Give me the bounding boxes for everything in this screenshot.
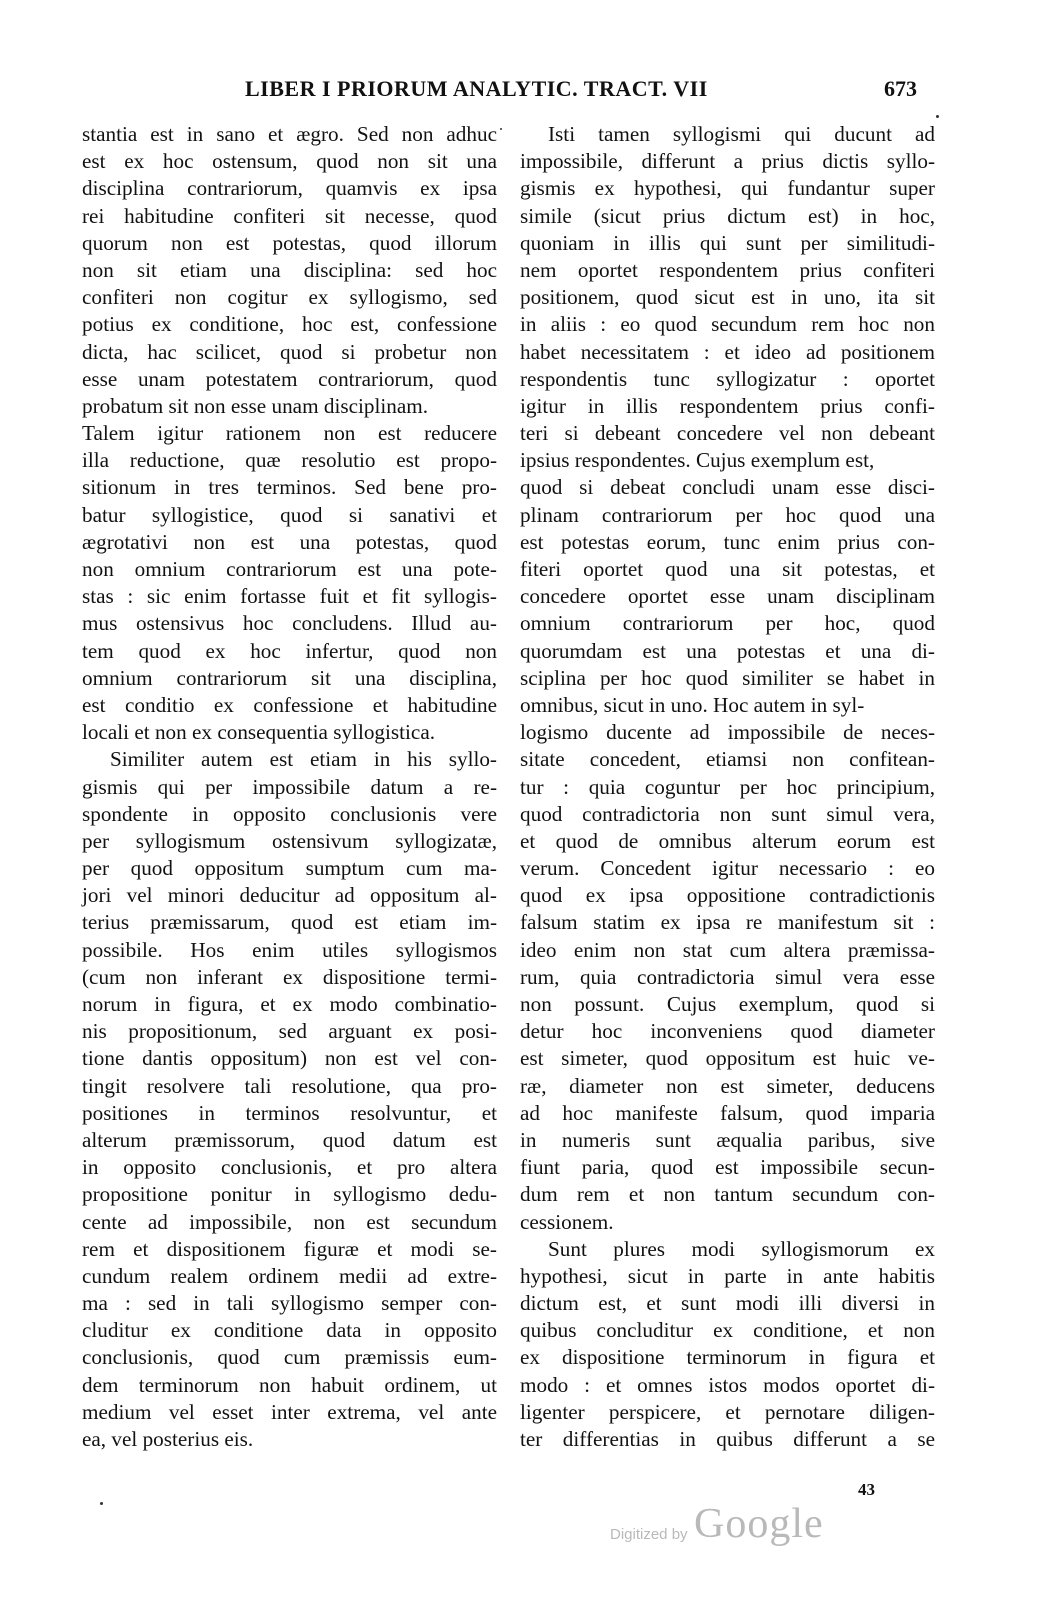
text-line: modo : et omnes istos modos oportet di- [520,1372,935,1397]
text-line: conclusionis, quod cum præmissis eum- [82,1345,497,1370]
text-line: falsum statim ex ipsa re manifestum sit : [520,910,935,935]
text-line: per quod oppositum sumptum cum ma- [82,856,497,881]
text-line: confiteri non cogitur ex syllogismo, sed [82,285,497,310]
text-line: sitionum in tres terminos. Sed bene pro- [82,475,497,500]
text-line: plinam contrariorum per hoc quod una [520,502,935,527]
text-line: in numeris sunt æqualia paribus, sive [520,1127,935,1152]
text-line: potius ex conditione, hoc est, confessione [82,312,497,337]
text-line: esse unam potestatem contrariorum, quod [82,366,497,391]
text-line: verum. Concedent igitur necessario : eo [520,856,935,881]
text-line: positionem, quod sicut est in uno, ita sit [520,285,935,310]
text-line: quod contradictoria non sunt simul vera, [520,801,935,826]
watermark-logo: Google [694,1501,824,1547]
text-line: quorumdam est una potestas et una di- [520,638,935,663]
text-line: spondente in opposito conclusionis vere [82,801,497,826]
text-line: logismo ducente ad impossibile de neces- [520,720,935,745]
text-line: est conditio ex confessione et habitudine [82,692,497,717]
text-line: illa reductione, quæ resolutio est propo- [82,448,497,473]
text-line: omnibus, sicut in uno. Hoc autem in syl- [520,692,865,717]
text-line: tur : quia coguntur per hoc principium, [520,774,935,799]
text-line: per syllogismum ostensivum syllogizatæ, [82,828,497,853]
text-line: non possunt. Cujus exemplum, quod si [520,992,935,1016]
text-line: (cum non inferant ex dispositione termi- [82,964,497,989]
text-line: cente ad impossibile, non est secundum [82,1209,497,1234]
text-line: quorum non est potestas, quod illorum [82,230,497,255]
text-line: sciplina per hoc quod similiter se habet in [520,665,935,690]
text-line: norum in figura, et ex modo combinatio- [82,992,497,1016]
text-line: non omnium contrariorum est una pote- [82,557,497,581]
text-line: cessionem. [520,1209,614,1234]
text-line: ligenter perspicere, et pernotare diligen- [520,1399,935,1424]
text-line: rem et dispositionem figuræ et modi se- [82,1236,497,1261]
text-line: respondentis tunc syllogizatur : oportet [520,366,935,391]
text-line: quoniam in illis qui sunt per similitudi- [520,230,935,255]
text-line: tingit resolvere tali resolutione, qua pro- [82,1073,497,1098]
text-line: nem oportet respondentem prius confiteri [520,257,935,282]
text-line: in aliis : eo quod secundum rem hoc non [520,312,935,337]
text-line: stas : sic enim fortasse fuit et fit syllogis- [82,584,497,609]
text-line: cundum realem ordinem medii ad extre- [82,1263,497,1288]
text-line: medium vel esset inter extrema, vel ante [82,1399,497,1424]
text-line: et quod de omnibus alterum eorum est [520,828,935,853]
text-line: non sit etiam una disciplina: sed hoc [82,257,497,282]
text-line: disciplina contrariorum, quamvis ex ipsa [82,176,497,201]
text-line: quod ex ipsa oppositione contradictionis [520,883,935,908]
text-line: impossibile, differunt a prius dictis syllo- [520,149,935,174]
text-line: dum rem et non tantum secundum con- [520,1182,935,1207]
text-line: ter differentias in quibus differunt a se [520,1427,935,1451]
text-line: Sunt plures modi syllogismorum ex [548,1236,935,1261]
text-line: est ex hoc ostensum, quod non sit una [82,149,497,174]
ink-speck [100,1502,103,1505]
text-line: ex dispositione terminorum in figura et [520,1345,935,1370]
text-line: stantia est in sano et ægro. Sed non adhuc [82,122,497,146]
text-line: sitate concedent, etiamsi non confitean- [520,747,935,772]
text-line: fiteri oportet quod una sit potestas, et [520,557,935,581]
text-line: ræ, diameter non est simeter, deducens [520,1073,935,1098]
text-line: est potestas eorum, tunc enim prius con- [520,529,935,554]
text-line: ipsius respondentes. Cujus exemplum est, [520,448,875,473]
page-number: 673 [884,76,917,101]
text-line: gismis qui per impossibile datum a re- [82,774,497,799]
text-line: positiones in terminos resolvuntur, et [82,1100,497,1125]
text-line: igitur in illis respondentem prius confi- [520,393,935,418]
text-line: propositione ponitur in syllogismo dedu- [82,1182,497,1207]
text-line: dem terminorum non habuit ordinem, ut [82,1372,497,1397]
text-line: gismis ex hypothesi, qui fundantur super [520,176,935,201]
text-line: batur syllogistice, quod si sanativi et [82,502,497,527]
text-line: ea, vel posterius eis. [82,1427,254,1451]
text-line: hypothesi, sicut in parte in ante habitis [520,1263,935,1288]
signature-mark: 43 [858,1480,875,1499]
running-header [0,76,1056,106]
text-line: probatum sit non esse unam disciplinam. [82,393,429,418]
text-line: Talem igitur rationem non est reducere [82,421,497,446]
text-line: locali et non ex consequentia syllogistica. [82,720,436,745]
running-title: LIBER I PRIORUM ANALYTIC. TRACT. VII [245,76,708,101]
text-line: tione dantis oppositum) non est vel con- [82,1046,497,1071]
text-line: omnium contrariorum sit una disciplina, [82,665,497,690]
text-line: rei habitudine confiteri sit necesse, quod [82,203,497,228]
text-line: jori vel minori deducitur ad oppositum al- [82,883,497,908]
right-column [520,121,935,1453]
text-line: Isti tamen syllogismi qui ducunt ad [548,122,935,146]
text-line: simile (sicut prius dictum est) in hoc, [520,203,935,228]
text-line: nis propositionum, sed arguant ex posi- [82,1019,497,1044]
text-line: concedere oportet esse unam disciplinam [520,584,935,609]
text-line: quod si debeat concludi unam esse disci- [520,475,935,500]
text-line: omnium contrariorum per hoc, quod [520,611,935,636]
text-line: quibus concluditur ex conditione, et non [520,1318,935,1343]
text-line: ad hoc manifeste falsum, quod imparia [520,1100,935,1125]
text-line: rum, quia contradictoria simul vera esse [520,964,935,989]
ink-speck [500,128,502,130]
text-line: teri si debeant concedere vel non debeant [520,421,935,446]
text-line: tem quod ex hoc infertur, quod non [82,638,497,663]
text-line: habet necessitatem : et ideo ad positionem [520,339,935,364]
ink-speck [936,115,939,118]
text-line: ma : sed in tali syllogismo semper con- [82,1291,497,1316]
left-column [82,121,497,1453]
text-line: in opposito conclusionis, et pro altera [82,1155,497,1180]
text-line: ægrotativi non est una potestas, quod [82,529,497,554]
text-line: possibile. Hos enim utiles syllogismos [82,937,497,962]
watermark-prefix: Digitized by [610,1526,688,1543]
text-line: dicta, hac scilicet, quod si probetur non [82,339,497,364]
text-line: Similiter autem est etiam in his syllo- [110,747,497,772]
text-line: dictum est, et sunt modi illi diversi in [520,1291,935,1316]
text-line: detur hoc inconveniens quod diameter [520,1019,935,1044]
text-line: terius præmissarum, quod est etiam im- [82,910,497,935]
text-line: fiunt paria, quod est impossibile secun- [520,1155,935,1180]
text-line: mus ostensivus hoc concludens. Illud au- [82,611,497,636]
text-line: cluditur ex conditione data in opposito [82,1318,497,1343]
google-watermark [610,1500,870,1550]
text-line: ideo enim non stat cum altera præmissa- [520,937,935,962]
text-line: alterum præmissorum, quod datum est [82,1127,497,1152]
text-line: est simeter, quod oppositum est huic ve- [520,1046,935,1071]
